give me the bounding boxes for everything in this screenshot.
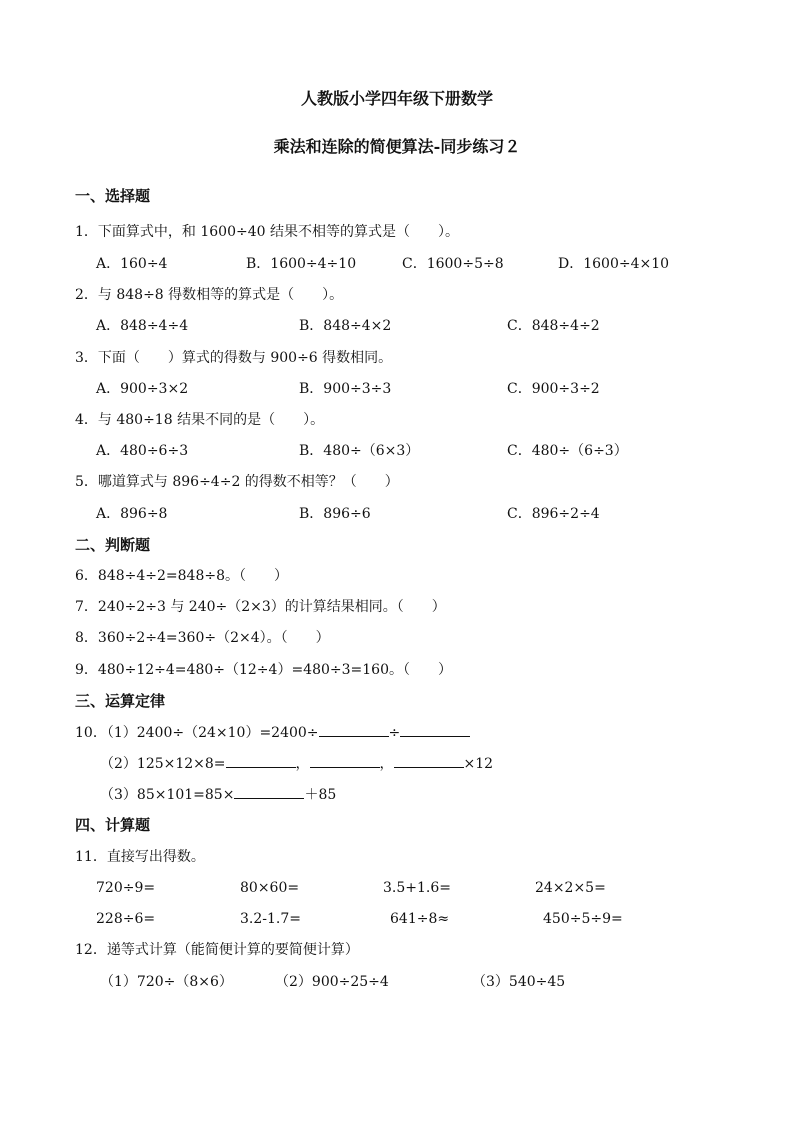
question-12-items [100,972,740,992]
question-7: 7．240÷2÷3 与 240÷（2×3）的计算结果相同。（ ） [75,599,446,615]
question-2-option-c: C．848÷4÷2 [507,318,600,334]
calc-item-1: （1）720÷（8×6） [100,974,233,990]
question-2-option-b: B．848÷4×2 [299,318,392,334]
section-heading-judge: 二、判断题 [75,536,151,554]
answer-blank[interactable] [394,753,464,768]
question-2-stem: 2．与 848÷8 得数相等的算式是（ ）。 [75,287,344,303]
calc-item-3: （3）540÷45 [472,974,566,990]
question-4-option-a: A．480÷6÷3 [96,443,189,459]
question-1-option-a: A．160÷4 [96,256,168,272]
mental-calc-item: 228÷6= [96,911,156,927]
mental-calc-item: 641÷8≈ [390,911,450,927]
question-4-options [96,441,736,461]
question-12-stem: 12．递等式计算（能简便计算的要简便计算） [75,942,359,958]
answer-blank[interactable] [226,753,296,768]
answer-blank[interactable] [400,722,470,737]
question-10-part-1 [75,722,470,743]
question-10-part-3-tail: ＋85 [304,787,337,803]
question-4-stem: 4．与 480÷18 结果不同的是（ ）。 [75,412,325,428]
question-5-options [96,504,736,524]
question-4-option-b: B．480÷（6×3） [299,443,420,459]
question-1-option-d: D．1600÷4×10 [558,256,670,272]
answer-blank[interactable] [319,722,389,737]
mental-calc-item: 3.5+1.6= [383,880,451,896]
question-5-option-c: C．896÷2÷4 [507,506,600,522]
question-3-option-a: A．900÷3×2 [96,381,189,397]
question-1-stem: 1．下面算式中，和 1600÷40 结果不相等的算式是（ ）。 [75,224,459,240]
question-5-option-b: B．896÷6 [299,506,371,522]
comma-separator: ， [379,756,394,772]
question-1-options [96,254,736,274]
mental-calc-item: 24×2×5= [535,880,606,896]
question-10-part-2-tail: ×12 [463,756,494,772]
question-10-part-3 [100,784,336,805]
question-3-option-b: B．900÷3÷3 [299,381,392,397]
answer-blank[interactable] [234,784,304,799]
mental-calc-item: 720÷9= [96,880,156,896]
question-3-stem: 3．下面（ ）算式的得数与 900÷6 得数相同。 [75,350,393,366]
question-4-option-c: C．480÷（6÷3） [507,443,628,459]
calc-item-2: （2）900÷25÷4 [275,974,389,990]
question-2-option-a: A．848÷4÷4 [96,318,189,334]
answer-blank[interactable] [310,753,380,768]
mental-calc-item: 80×60= [240,880,300,896]
question-11-row-2 [96,909,736,929]
question-10-part-2-text: （2）125×12×8= [100,756,226,772]
question-11-stem: 11．直接写出得数。 [75,849,205,865]
question-6: 6．848÷4÷2=848÷8。（ ） [75,568,288,584]
question-2-options [96,316,736,336]
section-heading-calc: 四、计算题 [75,816,151,834]
question-10-part-2 [100,753,493,774]
section-heading-choice: 一、选择题 [75,187,151,205]
question-5-option-a: A．896÷8 [96,506,168,522]
question-10-part-1-text: 10．（1）2400÷（24×10）=2400÷ [75,725,319,741]
comma-separator: ， [295,756,310,772]
question-10-part-3-text: （3）85×101=85× [100,787,235,803]
mental-calc-item: 450÷5÷9= [543,911,623,927]
section-heading-laws: 三、运算定律 [75,692,166,710]
question-9: 9．480÷12÷4=480÷（12÷4）=480÷3=160。（ ） [75,662,452,678]
page-subtitle: 乘法和连除的简便算法-同步练习２ [273,137,521,156]
page-title: 人教版小学四年级下册数学 [300,89,493,108]
question-5-stem: 5．哪道算式与 896÷4÷2 的得数不相等？（ ） [75,474,399,490]
question-8: 8．360÷2÷4=360÷（2×4）。（ ） [75,630,330,646]
question-3-option-c: C．900÷3÷2 [507,381,600,397]
question-11-row-1 [96,878,736,898]
question-1-option-b: B．1600÷4÷10 [246,256,357,272]
mental-calc-item: 3.2-1.7= [240,911,301,927]
question-1-option-c: C．1600÷5÷8 [402,256,504,272]
question-3-options [96,379,736,399]
divide-sign: ÷ [388,725,401,741]
